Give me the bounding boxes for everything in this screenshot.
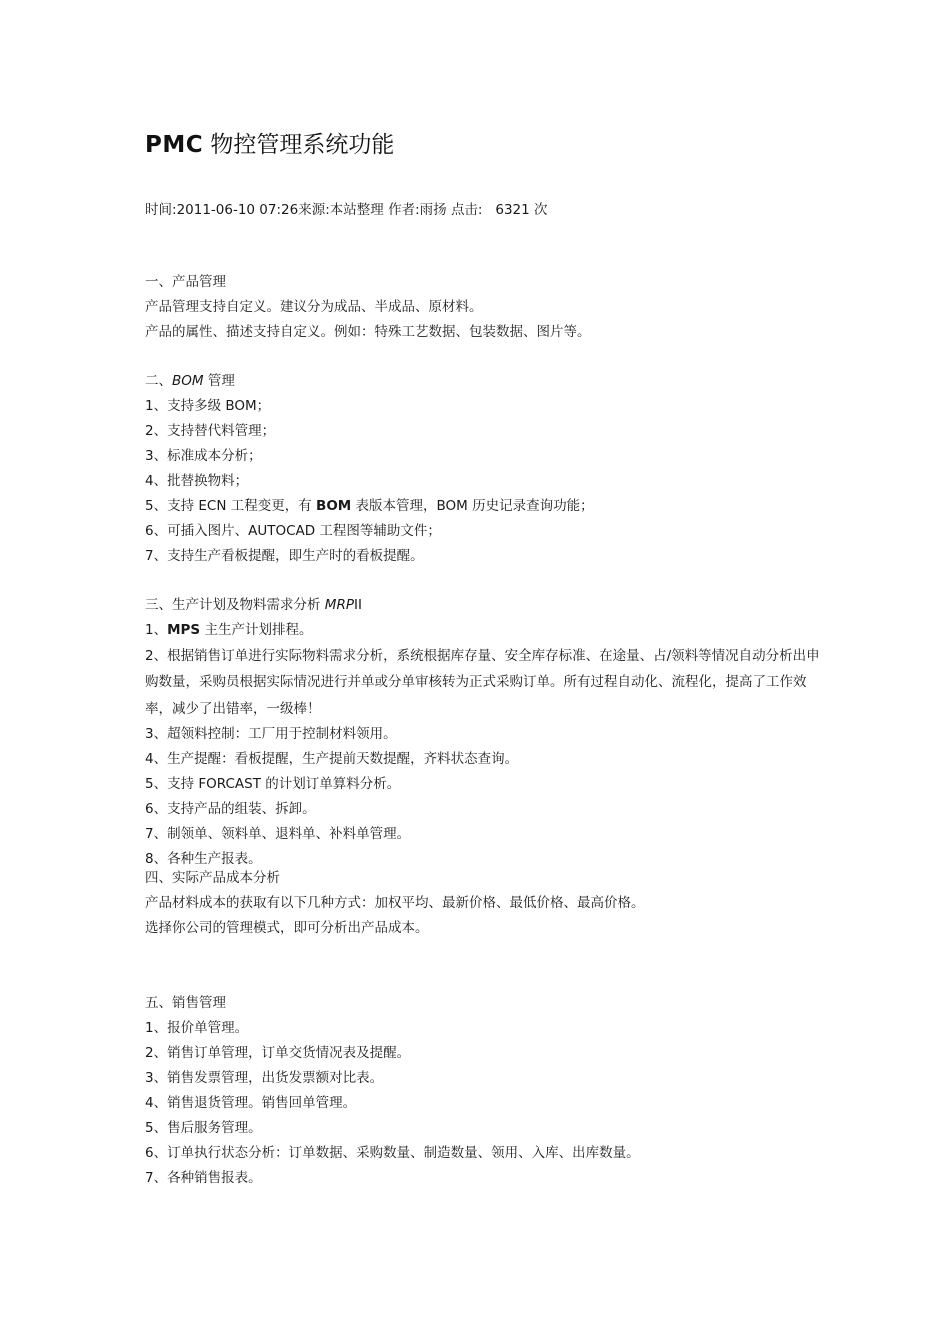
list-item: 8、各种生产报表。 xyxy=(145,850,262,867)
heading-prefix: 二、 xyxy=(145,373,172,389)
list-item xyxy=(145,494,825,519)
section-sales-management xyxy=(145,991,825,1191)
list-item: 3、销售发票管理，出货发票额对比表。 xyxy=(145,1070,384,1086)
section-heading: 一、产品管理 xyxy=(145,274,226,290)
title-text: 物控管理系统功能 xyxy=(203,132,395,158)
section-heading xyxy=(145,593,825,618)
list-item: 5、支持 FORCAST 的计划订单算料分析。 xyxy=(145,775,401,792)
clicks-label: 点击: xyxy=(450,202,483,218)
page-title xyxy=(145,126,394,159)
paragraph: 选择你公司的管理模式，即可分析出产品成本。 xyxy=(145,920,429,936)
list-item: 3、超领料控制：工厂用于控制材料领用。 xyxy=(145,725,397,742)
list-item: 2、支持替代料管理； xyxy=(145,423,276,439)
section-production-planning xyxy=(145,593,825,872)
list-item: 1、报价单管理。 xyxy=(145,1020,249,1036)
list-item: 7、支持生产看板提醒，即生产时的看板提醒。 xyxy=(145,548,424,564)
heading-bom: BOM xyxy=(172,373,204,389)
section-heading: 四、实际产品成本分析 xyxy=(145,870,280,886)
title-acronym: PMC xyxy=(145,132,204,158)
source: 本站整理 xyxy=(329,202,384,218)
list-item: 4、销售退货管理。销售回单管理。 xyxy=(145,1095,357,1111)
paragraph: 产品材料成本的获取有以下几种方式：加权平均、最新价格、最低价格、最高价格。 xyxy=(145,895,645,911)
section-product-management xyxy=(145,270,825,345)
list-item: 2、销售订单管理，订单交货情况表及提醒。 xyxy=(145,1045,411,1061)
list-item: 4、生产提醒：看板提醒，生产提前天数提醒，齐料状态查询。 xyxy=(145,750,519,767)
author-label: 作者: xyxy=(388,202,420,218)
list-item: 6、订单执行状态分析：订单数据、采购数量、制造数量、领用、入库、出库数量。 xyxy=(145,1145,640,1161)
section-heading xyxy=(145,369,825,394)
time-label: 时间: xyxy=(145,202,177,218)
list-item: 3、标准成本分析； xyxy=(145,448,262,464)
item-text: 表版本管理，BOM 历史记录查询功能； xyxy=(351,498,594,514)
paragraph: 产品管理支持自定义。建议分为成品、半成品、原材料。 xyxy=(145,299,483,315)
list-item: 6、支持产品的组装、拆卸。 xyxy=(145,800,316,817)
publish-time: 2011-06-10 07:26 xyxy=(176,202,299,218)
article-meta xyxy=(145,198,548,218)
section-bom-management xyxy=(145,369,825,569)
author: 雨扬 xyxy=(419,202,447,218)
item-bold-text: MPS xyxy=(167,622,201,638)
list-item xyxy=(145,618,825,643)
list-item: 6、可插入图片、AUTOCAD 工程图等辅助文件； xyxy=(145,523,441,539)
section-heading: 五、销售管理 xyxy=(145,995,226,1011)
heading-prefix: 三、生产计划及物料需求分析 xyxy=(145,597,325,613)
click-unit: 次 xyxy=(534,202,548,218)
heading-suffix: II xyxy=(353,597,362,613)
list-item: 4、批替换物料； xyxy=(145,473,249,489)
click-count: 6321 xyxy=(495,202,530,218)
heading-suffix: 管理 xyxy=(203,373,235,389)
list-item: 7、各种销售报表。 xyxy=(145,1170,262,1186)
item-text: 1、 xyxy=(145,622,168,638)
source-label: 来源: xyxy=(298,202,330,218)
list-item: 1、支持多级 BOM； xyxy=(145,398,271,414)
item-text: 5、支持 ECN 工程变更，有 xyxy=(145,498,317,514)
heading-mrp: MRP xyxy=(324,597,354,613)
paragraph: 产品的属性、描述支持自定义。例如：特殊工艺数据、包装数据、图片等。 xyxy=(145,324,591,340)
list-item: 2、根据销售订单进行实际物料需求分析，系统根据库存量、安全库存标准、在途量、占/领料等情况自动分析出申购数量，采购员根据实际情况进行并单或分单审核转为正式采购订单。所有过程自动化、流程化，提高了工作效率，减少了出错率，一级棒！ xyxy=(145,648,820,717)
list-item: 5、售后服务管理。 xyxy=(145,1120,262,1136)
item-bold-text: BOM xyxy=(316,498,352,514)
section-cost-analysis xyxy=(145,866,825,941)
item-text: 主生产计划排程。 xyxy=(200,622,313,638)
list-item: 7、制领单、领料单、退料单、补料单管理。 xyxy=(145,825,411,842)
